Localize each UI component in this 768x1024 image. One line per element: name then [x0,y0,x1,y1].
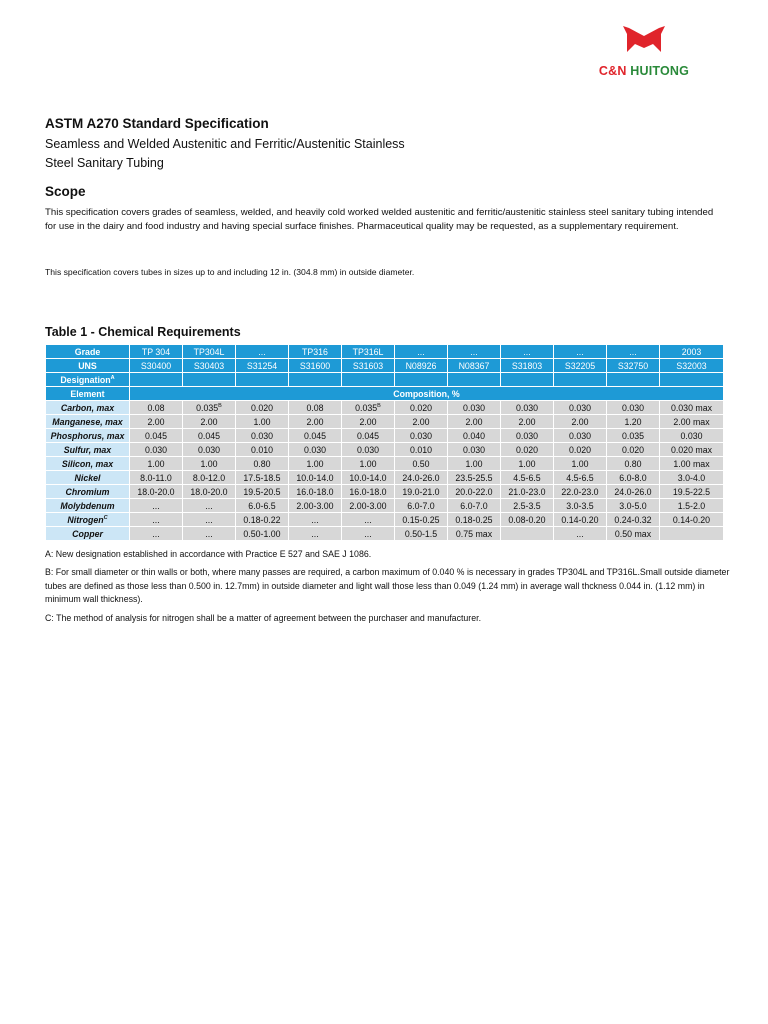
uns-cell: S30400 [130,359,183,373]
value-cell: ... [183,527,236,541]
value-cell: 0.010 [395,443,448,457]
value-cell: 2.00-3.00 [289,499,342,513]
table-row [46,471,724,485]
value-cell: 3.0-4.0 [660,471,724,485]
uns-cell: S31803 [501,359,554,373]
uns-row [46,359,724,373]
value-cell: 2.00 [130,415,183,429]
value-cell: 19.5-22.5 [660,485,724,499]
value-cell: 2.00 [183,415,236,429]
value-cell: 18.0-20.0 [183,485,236,499]
value-cell: 16.0-18.0 [342,485,395,499]
document-subtitle: Seamless and Welded Austenitic and Ferritic/Austenitic Stainless Steel Sanitary Tubing [45,137,405,170]
value-cell: 6.0-7.0 [448,499,501,513]
element-name: Copper [46,527,130,541]
value-cell: 16.0-18.0 [289,485,342,499]
table-row [46,401,724,415]
grade-row [46,345,724,359]
value-cell: 17.5-18.5 [236,471,289,485]
value-cell: 0.045 [130,429,183,443]
value-cell: 0.020 [554,443,607,457]
value-cell: 18.0-20.0 [130,485,183,499]
value-cell: 0.045 [342,429,395,443]
designation-cell [607,373,660,387]
grade-cell: ... [607,345,660,359]
value-cell: 0.14-0.20 [554,513,607,527]
designation-row [46,373,724,387]
value-cell: ... [342,513,395,527]
value-cell [660,527,724,541]
value-cell: 0.035 [607,429,660,443]
value-cell: ... [130,513,183,527]
value-cell: ... [183,499,236,513]
value-cell: 19.0-21.0 [395,485,448,499]
designation-label: Designation$^A$ [46,373,130,387]
value-cell: 0.030 [554,429,607,443]
table-row [46,513,724,527]
value-cell: 1.00 [130,457,183,471]
value-cell: 19.5-20.5 [236,485,289,499]
designation-cell [395,373,448,387]
designation-cell [660,373,724,387]
value-cell: 4.5-6.5 [554,471,607,485]
table-row [46,527,724,541]
logo-text-green: HUITONG [630,64,690,78]
uns-cell: S32003 [660,359,724,373]
table-row [46,485,724,499]
uns-cell: S31254 [236,359,289,373]
value-cell: 6.0-8.0 [607,471,660,485]
value-cell: 0.030 [183,443,236,457]
value-cell: ... [130,527,183,541]
value-cell: 1.5-2.0 [660,499,724,513]
value-cell: 0.030 [607,401,660,415]
element-name: Nitrogen$^C$ [46,513,130,527]
value-cell: ... [289,513,342,527]
value-cell: 6.0-6.5 [236,499,289,513]
designation-cell [289,373,342,387]
grade-cell: TP 304 [130,345,183,359]
element-row [46,387,724,401]
table-row [46,443,724,457]
uns-cell: S31600 [289,359,342,373]
note-a: A: New designation established in accordance with Practice E 527 and SAE J 1086. [45,549,372,559]
value-cell: 2.00-3.00 [342,499,395,513]
element-label: Element [46,387,130,401]
value-cell: 24.0-26.0 [607,485,660,499]
designation-cell [342,373,395,387]
value-cell: 0.24-0.32 [607,513,660,527]
value-cell: 0.030 [342,443,395,457]
grade-cell: ... [501,345,554,359]
element-name: Silicon, max [46,457,130,471]
uns-label: UNS [46,359,130,373]
element-name: Phosphorus, max [46,429,130,443]
element-name: Nickel [46,471,130,485]
value-cell: 0.030 [236,429,289,443]
value-cell [501,527,554,541]
value-cell: 0.18-0.22 [236,513,289,527]
value-cell: 8.0-12.0 [183,471,236,485]
logo-text-red: C&N [598,64,631,78]
grade-cell: ... [395,345,448,359]
grade-cell: TP316 [289,345,342,359]
element-name: Molybdenum [46,499,130,513]
value-cell: 0.08 [289,401,342,415]
designation-cell [130,373,183,387]
value-cell: 22.0-23.0 [554,485,607,499]
logo-mark-icon [615,22,673,60]
value-cell: 0.045 [289,429,342,443]
element-name: Chromium [46,485,130,499]
value-cell: ... [183,513,236,527]
uns-cell: S31603 [342,359,395,373]
company-logo [596,22,692,82]
value-cell: 4.5-6.5 [501,471,554,485]
grade-cell: ... [236,345,289,359]
value-cell: 0.08 [130,401,183,415]
designation-cell [183,373,236,387]
value-cell: 0.50 [395,457,448,471]
grade-label: Grade [46,345,130,359]
value-cell: 10.0-14.0 [289,471,342,485]
value-cell: 20.0-22.0 [448,485,501,499]
value-cell: 1.00 max [660,457,724,471]
value-cell: 0.030 [660,429,724,443]
value-cell: 2.00 [554,415,607,429]
value-cell: 1.00 [183,457,236,471]
value-cell: 0.50 max [607,527,660,541]
value-cell: 0.020 [607,443,660,457]
value-cell: 1.00 [342,457,395,471]
logo-text [596,64,692,78]
value-cell: 0.030 [554,401,607,415]
grade-cell: TP316L [342,345,395,359]
table-heading: Table 1 - Chemical Requirements [45,325,241,339]
value-cell: ... [342,527,395,541]
value-cell: 2.5-3.5 [501,499,554,513]
value-cell: 0.14-0.20 [660,513,724,527]
uns-cell: S32750 [607,359,660,373]
value-cell: 2.00 [342,415,395,429]
value-cell: $0.035^B$ [183,401,236,415]
table-row [46,415,724,429]
value-cell: 10.0-14.0 [342,471,395,485]
value-cell: ... [289,527,342,541]
uns-cell: N08367 [448,359,501,373]
value-cell: 0.030 [501,429,554,443]
value-cell: 0.80 [236,457,289,471]
value-cell: 1.00 [448,457,501,471]
designation-cell [236,373,289,387]
value-cell: 3.0-5.0 [607,499,660,513]
value-cell: $0.035^B$ [342,401,395,415]
value-cell: 8.0-11.0 [130,471,183,485]
table-row [46,457,724,471]
value-cell: 0.030 [395,429,448,443]
value-cell: ... [554,527,607,541]
value-cell: ... [130,499,183,513]
value-cell: 0.50-1.00 [236,527,289,541]
value-cell: 3.0-3.5 [554,499,607,513]
value-cell: 0.50-1.5 [395,527,448,541]
designation-cell [448,373,501,387]
chemical-requirements-table [45,344,724,541]
table-row [46,499,724,513]
value-cell: 0.030 [448,443,501,457]
table-row [46,429,724,443]
element-name: Manganese, max [46,415,130,429]
value-cell: 0.08-0.20 [501,513,554,527]
grade-cell: ... [448,345,501,359]
value-cell: 1.00 [554,457,607,471]
value-cell: 0.020 [395,401,448,415]
scope-paragraph-1: This specification covers grades of seamless, welded, and heavily cold worked welded austenitic and ferritic/austenitic stainless steel sanitary tubing intended for use in the dairy and food industry and having special surface finishes. Pharmaceutical quality may be requested, as a supplementary requirement. [45,207,714,233]
value-cell: 0.030 [289,443,342,457]
value-cell: 24.0-26.0 [395,471,448,485]
uns-cell: S30403 [183,359,236,373]
value-cell: 2.00 [395,415,448,429]
value-cell: 0.045 [183,429,236,443]
value-cell: 2.00 [501,415,554,429]
value-cell: 1.00 [501,457,554,471]
composition-label: Composition, % [130,387,724,401]
value-cell: 1.00 [236,415,289,429]
value-cell: 0.030 max [660,401,724,415]
value-cell: 1.20 [607,415,660,429]
note-b: B: For small diameter or thin walls or both, where many passes are required, a carbon maximum of 0.040 % is necessary in grades TP304L and TP316L.Small outside diameter tubes are defined as those less than 0.500 in. 12.7mm) in outside diameter and light wall those less than 0.049 (1.24 mm) in average wall thckness 0.044 in. (1.12 mm) in minimum wall thickness). [45,567,730,604]
value-cell: 2.00 [448,415,501,429]
scope-heading: Scope [45,184,86,199]
element-name: Carbon, max [46,401,130,415]
value-cell: 6.0-7.0 [395,499,448,513]
value-cell: 0.010 [236,443,289,457]
scope-paragraph-2: This specification covers tubes in sizes up to and including 12 in. (304.8 mm) in outside diameter. [45,267,415,277]
value-cell: 0.75 max [448,527,501,541]
value-cell: 0.020 [501,443,554,457]
value-cell: 0.040 [448,429,501,443]
value-cell: 0.030 [130,443,183,457]
element-name: Sulfur, max [46,443,130,457]
uns-cell: N08926 [395,359,448,373]
document-title: ASTM A270 Standard Specification [45,116,269,131]
value-cell: 1.00 [289,457,342,471]
grade-cell: TP304L [183,345,236,359]
value-cell: 0.15-0.25 [395,513,448,527]
value-cell: 21.0-23.0 [501,485,554,499]
value-cell: 0.18-0.25 [448,513,501,527]
value-cell: 0.020 [236,401,289,415]
value-cell: 2.00 [289,415,342,429]
value-cell: 0.020 max [660,443,724,457]
note-c: C: The method of analysis for nitrogen shall be a matter of agreement between the purchaser and manufacturer. [45,613,482,623]
value-cell: 2.00 max [660,415,724,429]
value-cell: 23.5-25.5 [448,471,501,485]
value-cell: 0.030 [448,401,501,415]
designation-cell [554,373,607,387]
grade-cell: 2003 [660,345,724,359]
designation-cell [501,373,554,387]
uns-cell: S32205 [554,359,607,373]
grade-cell: ... [554,345,607,359]
value-cell: 0.80 [607,457,660,471]
value-cell: 0.030 [501,401,554,415]
